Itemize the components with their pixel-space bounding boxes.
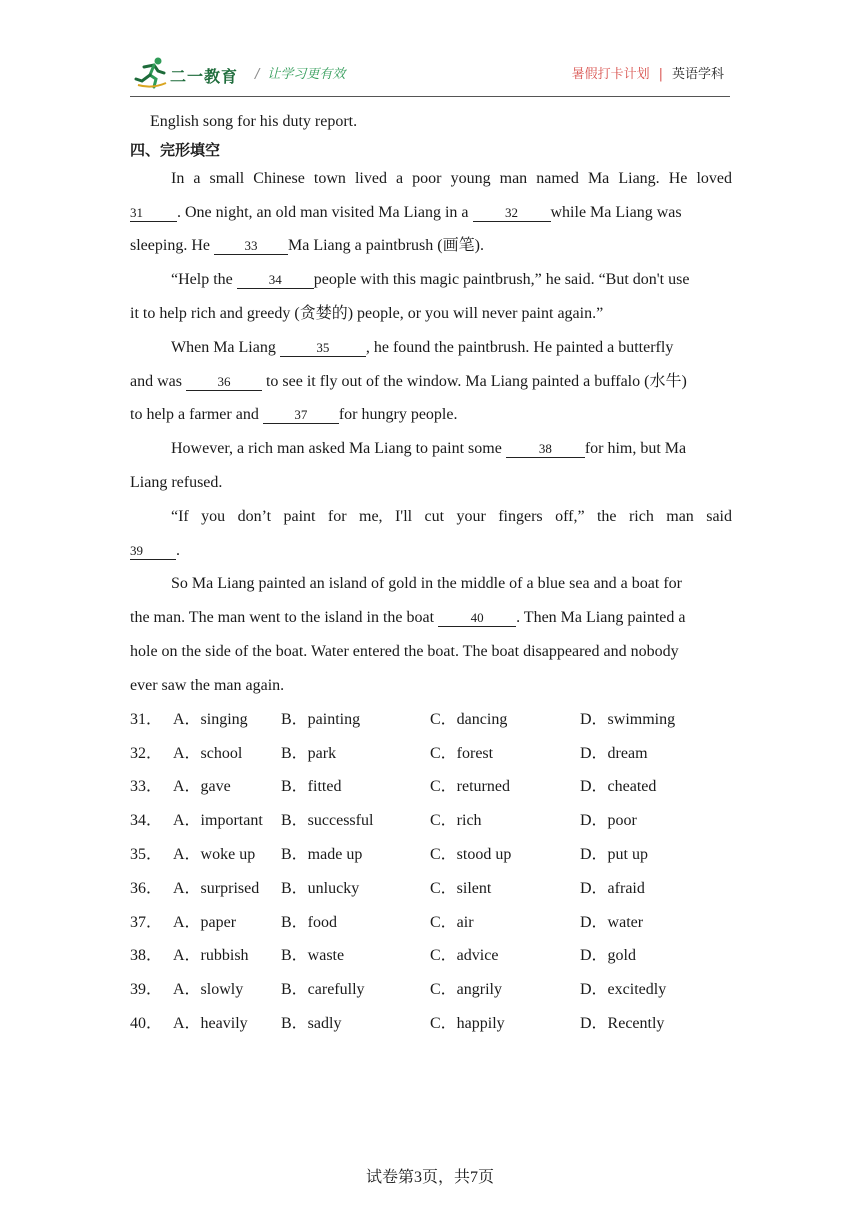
subject-label: 英语学科: [671, 67, 724, 82]
intro-line: English song for his duty report.: [150, 113, 358, 130]
blank-39[interactable]: 39: [130, 543, 176, 560]
header-right: [572, 63, 724, 82]
option-c[interactable]: C．silent: [430, 880, 492, 897]
option-d[interactable]: D．water: [580, 914, 644, 931]
option-a[interactable]: A．rubbish: [173, 947, 249, 964]
passage-line: 39 .: [130, 542, 180, 559]
option-c[interactable]: C．advice: [430, 947, 499, 964]
passage-line: However, a rich man asked Ma Liang to paint some 38 for him, but Ma: [171, 440, 687, 457]
option-d[interactable]: D．put up: [580, 846, 649, 863]
passage-line: Liang refused.: [130, 474, 223, 491]
option-c[interactable]: C．happily: [430, 1015, 505, 1032]
passage-line: it to help rich and greedy (贪婪的) people, or you will never paint again.”: [130, 305, 604, 322]
option-b[interactable]: B．waste: [281, 947, 345, 964]
passage-line: ever saw the man again.: [130, 677, 285, 694]
blank-31[interactable]: 31: [130, 205, 177, 222]
blank-32[interactable]: 32: [473, 205, 551, 222]
brand-logo-text: 二一教育: [170, 67, 239, 86]
option-a[interactable]: A．woke up: [173, 846, 256, 863]
option-b[interactable]: B．made up: [281, 846, 363, 863]
option-d[interactable]: D．excitedly: [580, 981, 667, 998]
passage-line: the man. The man went to the island in the boat 40 . Then Ma Liang painted a: [130, 609, 686, 626]
plan-label: 暑假打卡计划: [571, 67, 650, 82]
question-number: 37．: [130, 914, 163, 931]
option-d[interactable]: D．poor: [580, 812, 637, 829]
passage-line: “If you don’t paint for me, I'll cut your fingers off,” the rich man said: [171, 508, 732, 525]
option-b[interactable]: B．unlucky: [281, 880, 360, 897]
option-c[interactable]: C．stood up: [430, 846, 512, 863]
option-a[interactable]: A．heavily: [173, 1015, 248, 1032]
option-b[interactable]: B．sadly: [281, 1015, 342, 1032]
option-c[interactable]: C．angrily: [430, 981, 502, 998]
option-d[interactable]: D．afraid: [580, 880, 645, 897]
question-number: 33．: [130, 778, 163, 795]
question-number: 32．: [130, 745, 163, 762]
passage-line: 31 . One night, an old man visited Ma Liang in a 32 while Ma Liang was: [130, 204, 682, 221]
question-number: 34．: [130, 812, 163, 829]
section-title: 四、完形填空: [130, 141, 221, 159]
question-number: 35．: [130, 846, 163, 863]
question-number: 36．: [130, 880, 163, 897]
option-a[interactable]: A．school: [173, 745, 243, 762]
option-b[interactable]: B．carefully: [281, 981, 365, 998]
option-b[interactable]: B．food: [281, 914, 338, 931]
passage-line: In a small Chinese town lived a poor young man named Ma Liang. He loved: [171, 170, 732, 187]
runner-logo-icon: [134, 55, 168, 89]
passage-line: sleeping. He 33 Ma Liang a paintbrush (画笔).: [130, 237, 484, 254]
option-a[interactable]: A．important: [173, 812, 263, 829]
option-a[interactable]: A．surprised: [173, 880, 260, 897]
option-d[interactable]: D．cheated: [580, 778, 657, 795]
question-number: 38．: [130, 947, 163, 964]
blank-36[interactable]: 36: [186, 374, 262, 391]
passage-line: So Ma Liang painted an island of gold in the middle of a blue sea and a boat for: [171, 575, 682, 592]
blank-34[interactable]: 34: [237, 272, 314, 289]
brand-slogan: [255, 63, 345, 82]
slogan-slash: /: [255, 67, 260, 82]
header-divider: [130, 96, 730, 97]
option-b[interactable]: B．park: [281, 745, 337, 762]
option-a[interactable]: A．gave: [173, 778, 231, 795]
option-c[interactable]: C．air: [430, 914, 474, 931]
option-b[interactable]: B．painting: [281, 711, 361, 728]
passage-line: “Help the 34 people with this magic paintbrush,” he said. “But don't use: [171, 271, 690, 288]
option-d[interactable]: D．gold: [580, 947, 637, 964]
blank-40[interactable]: 40: [438, 610, 516, 627]
passage-line: to help a farmer and 37 for hungry people.: [130, 406, 458, 423]
question-number: 40．: [130, 1015, 163, 1032]
page-footer: 试卷第3页，共7页: [365, 1169, 494, 1186]
option-c[interactable]: C．returned: [430, 778, 510, 795]
option-a[interactable]: A．singing: [173, 711, 248, 728]
option-d[interactable]: D．dream: [580, 745, 648, 762]
passage-line: and was 36 to see it fly out of the window. Ma Liang painted a buffalo (水牛): [130, 373, 687, 390]
slogan-text: 让学习更有效: [267, 67, 346, 82]
passage-line: hole on the side of the boat. Water entered the boat. The boat disappeared and nobody: [130, 643, 679, 660]
blank-33[interactable]: 33: [214, 238, 288, 255]
blank-37[interactable]: 37: [263, 407, 339, 424]
option-a[interactable]: A．slowly: [173, 981, 244, 998]
blank-38[interactable]: 38: [506, 441, 585, 458]
option-c[interactable]: C．rich: [430, 812, 482, 829]
header-separator: |: [658, 67, 663, 82]
option-a[interactable]: A．paper: [173, 914, 237, 931]
question-number: 31．: [130, 711, 163, 728]
option-d[interactable]: D．swimming: [580, 711, 676, 728]
question-number: 39．: [130, 981, 163, 998]
option-c[interactable]: C．dancing: [430, 711, 508, 728]
blank-35[interactable]: 35: [280, 340, 366, 357]
option-b[interactable]: B．fitted: [281, 778, 342, 795]
option-b[interactable]: B．successful: [281, 812, 374, 829]
option-c[interactable]: C．forest: [430, 745, 494, 762]
option-d[interactable]: D．Recently: [580, 1015, 665, 1032]
page-header: [130, 55, 730, 97]
passage-line: When Ma Liang 35 , he found the paintbrush. He painted a butterfly: [171, 339, 674, 356]
